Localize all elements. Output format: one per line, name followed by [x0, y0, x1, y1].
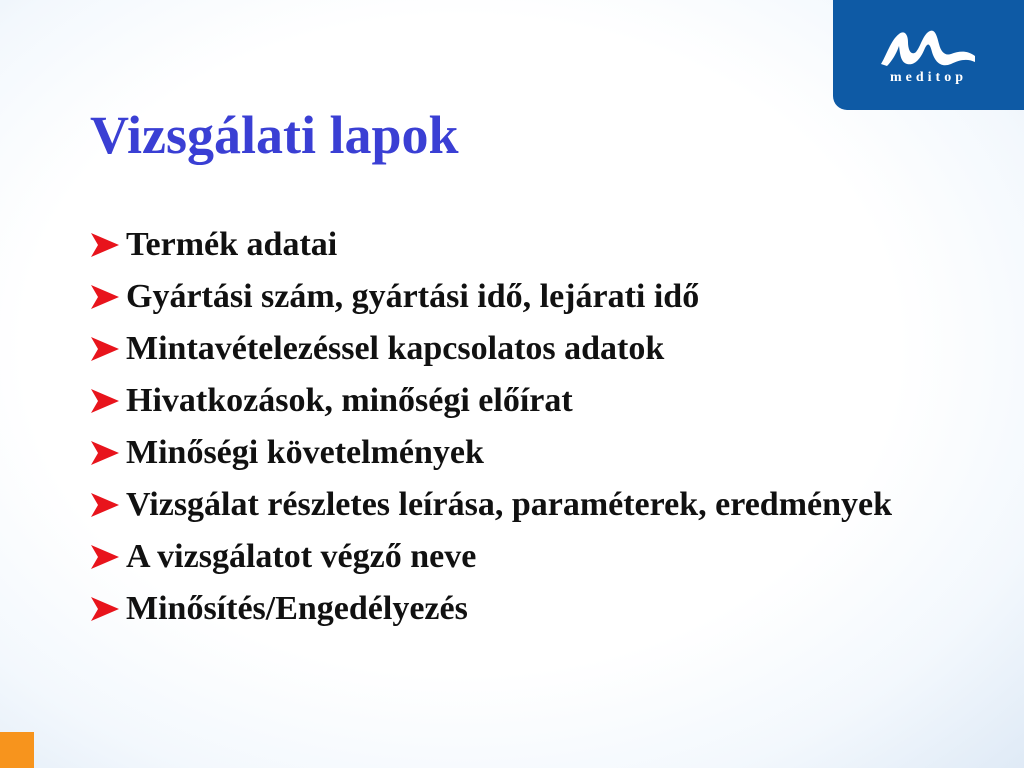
bullet-item: [88, 278, 948, 315]
bullet-item: [88, 330, 948, 367]
arrow-bullet-icon: [90, 232, 120, 258]
arrow-bullet-icon: [90, 388, 120, 414]
bullet-item: [88, 434, 948, 471]
arrow-bullet-icon: [90, 544, 120, 570]
arrow-bullet-icon: [90, 336, 120, 362]
bullet-text: A vizsgálatot végző neve: [126, 538, 477, 575]
logo-text: meditop: [890, 70, 967, 85]
arrow-bullet-icon: [90, 284, 120, 310]
corner-accent: [0, 732, 34, 768]
bullet-text: Minősítés/Engedélyezés: [126, 590, 468, 627]
bullet-text: Mintavételezéssel kapcsolatos adatok: [126, 330, 665, 367]
meditop-logo: [833, 0, 1024, 110]
bullet-text: Hivatkozások, minőségi előírat: [126, 382, 573, 419]
bullet-item: [88, 486, 948, 523]
bullet-text: Gyártási szám, gyártási idő, lejárati idő: [126, 278, 700, 315]
bullet-item: [88, 226, 948, 263]
bullet-item: [88, 538, 948, 575]
bullet-item: [88, 590, 948, 627]
bullet-list: [88, 226, 948, 642]
meditop-wave-logo-icon: [877, 26, 977, 68]
arrow-bullet-icon: [90, 440, 120, 466]
arrow-bullet-icon: [90, 596, 120, 622]
bullet-text: Termék adatai: [126, 226, 338, 263]
bullet-item: [88, 382, 948, 419]
slide-title: Vizsgálati lapok: [90, 105, 459, 165]
arrow-bullet-icon: [90, 492, 120, 518]
bullet-text: Minőségi követelmények: [126, 434, 484, 471]
bullet-text: Vizsgálat részletes leírása, paraméterek, eredmények: [126, 486, 893, 523]
